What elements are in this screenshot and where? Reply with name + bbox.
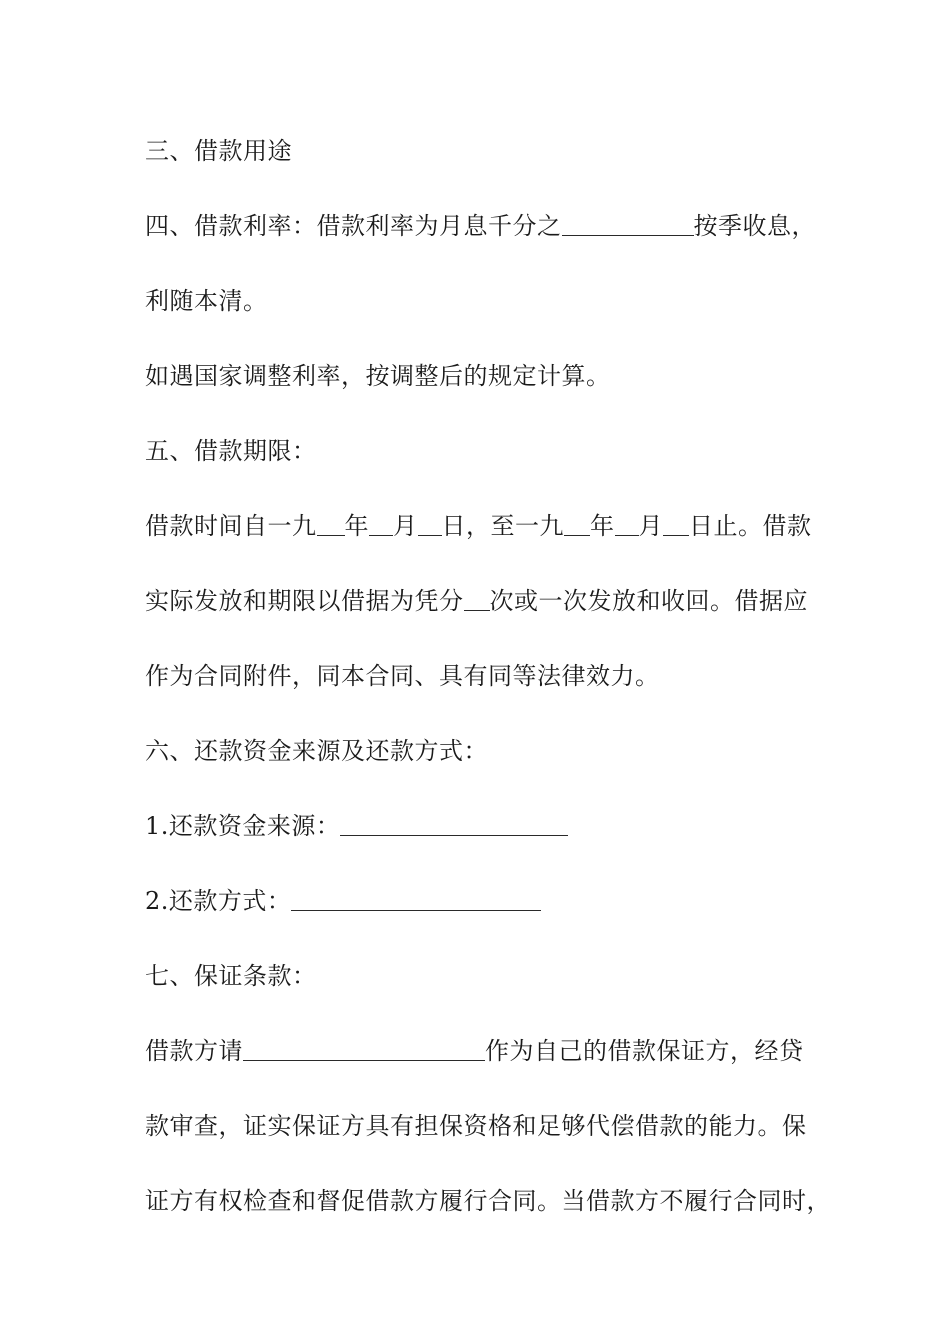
paragraph-line: 作为合同附件，同本合同、具有同等法律效力。 — [145, 662, 660, 690]
interest-rate-line — [145, 206, 816, 246]
loan-period-line — [145, 506, 812, 546]
section-6-heading: 六、还款资金来源及还款方式： — [145, 737, 488, 765]
interest-rate-blank[interactable] — [562, 209, 694, 236]
month-label: 月 — [638, 512, 663, 540]
disbursement-text: 实际发放和期限以借据为凭分 — [145, 587, 464, 615]
interest-rate-text-end: 按季收息， — [693, 212, 816, 240]
guarantor-line — [145, 1031, 804, 1071]
paragraph-line: 如遇国家调整利率，按调整后的规定计算。 — [145, 362, 611, 390]
repayment-method-line — [145, 881, 541, 921]
loan-period-text-end: 日止。借款 — [689, 512, 812, 540]
interest-rate-text: 四、借款利率：借款利率为月息千分之 — [145, 212, 562, 240]
guarantor-text-end: 作为自己的借款保证方，经贷 — [485, 1037, 804, 1065]
repayment-method-blank[interactable] — [291, 884, 541, 911]
repayment-method-label: 2.还款方式： — [145, 887, 292, 915]
paragraph-line: 款审查，证实保证方具有担保资格和足够代偿借款的能力。保 — [145, 1112, 807, 1140]
end-year-blank[interactable] — [564, 509, 590, 536]
end-month-blank[interactable] — [615, 509, 639, 536]
loan-period-text: 借款时间自一九 — [145, 512, 317, 540]
repayment-source-label: 1.还款资金来源： — [145, 812, 341, 840]
year-label: 年 — [344, 512, 369, 540]
end-day-blank[interactable] — [663, 509, 689, 536]
paragraph-line: 利随本清。 — [145, 287, 268, 315]
start-year-blank[interactable] — [317, 509, 345, 536]
year-label: 年 — [590, 512, 615, 540]
start-month-blank[interactable] — [369, 509, 393, 536]
month-label: 月 — [393, 512, 418, 540]
guarantor-text: 借款方请 — [145, 1037, 243, 1065]
loan-period-text: 日，至一九 — [441, 512, 564, 540]
guarantor-blank[interactable] — [243, 1034, 485, 1061]
section-5-heading: 五、借款期限： — [145, 437, 317, 465]
section-7-heading: 七、保证条款： — [145, 962, 317, 990]
repayment-source-line — [145, 806, 568, 846]
disbursement-text-end: 次或一次发放和收回。借据应 — [489, 587, 808, 615]
installments-blank[interactable] — [464, 584, 490, 611]
repayment-source-blank[interactable] — [340, 809, 568, 836]
paragraph-line: 证方有权检查和督促借款方履行合同。当借款方不履行合同时， — [145, 1187, 831, 1215]
disbursement-line — [145, 581, 808, 621]
section-3-heading: 三、借款用途 — [145, 137, 292, 165]
start-day-blank[interactable] — [418, 509, 442, 536]
